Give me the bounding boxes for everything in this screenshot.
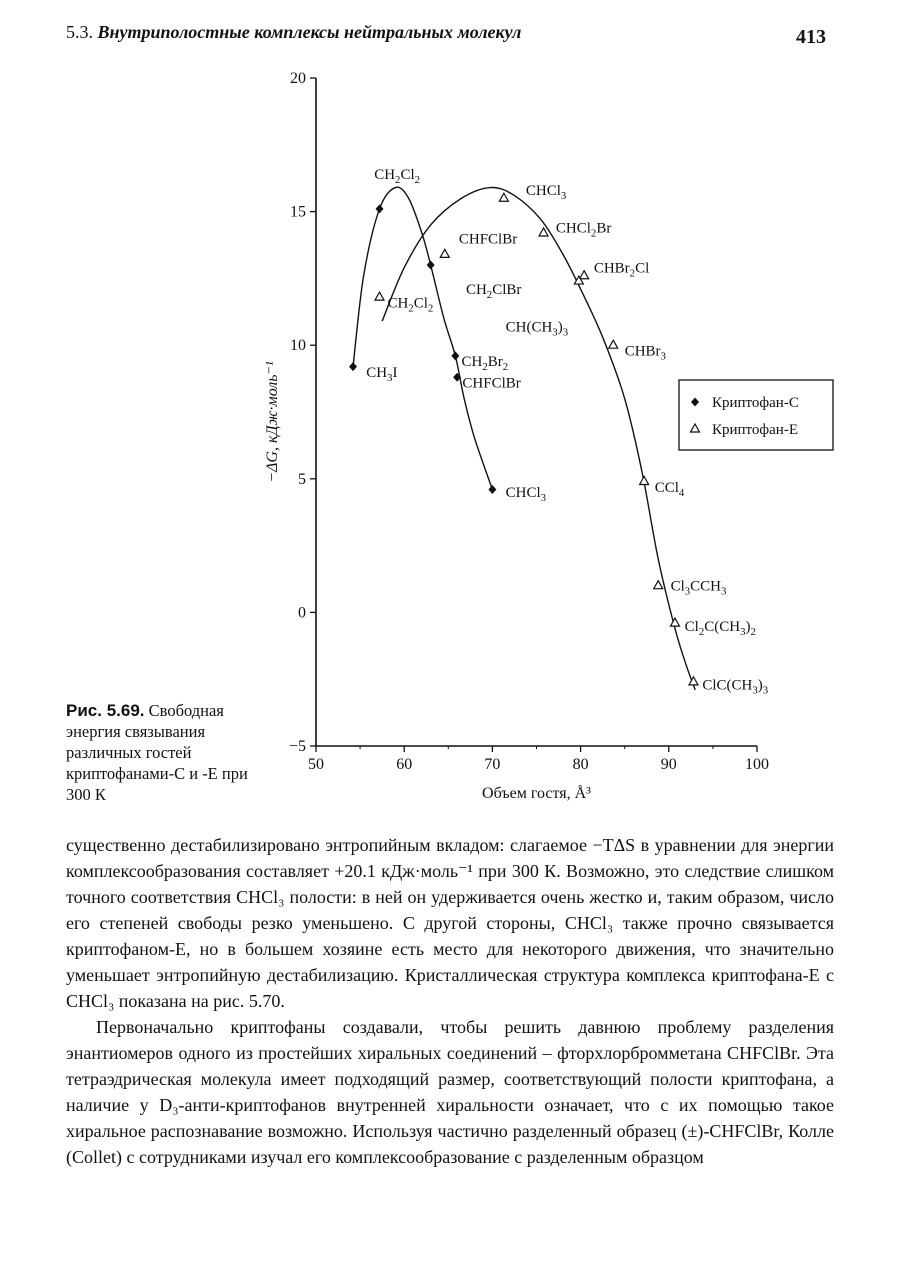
point-label: $CH_2Cl_2$ [374,167,421,187]
point-label: $ClC(CH_3)_3$ [702,677,769,697]
y-tick-label: 0 [298,604,306,622]
legend-label: Криптофан-Е [712,422,798,438]
body-text [66,832,834,1170]
data-point-cryptophane-c [427,261,435,270]
data-point-cryptophane-e [539,228,548,236]
data-point-cryptophane-e [440,249,449,257]
point-label: CHBr$_2$Cl [593,260,650,280]
point-label: $Cl_2C(CH_3)_2$ [684,618,756,638]
y-tick-label: 10 [290,337,306,355]
x-axis-label: Объем гостя, Å³ [482,785,591,802]
data-point-cryptophane-e [580,271,589,279]
point-label: $CH_2Cl_2$ [387,295,434,315]
point-label: $CH_2ClBr$ [465,282,522,302]
x-tick-label: 70 [484,756,501,773]
point-label: CHCl$_2$Br [555,220,612,240]
legend-label: Криптофан-С [712,395,799,411]
figure-number: Рис. 5.69. [66,701,145,720]
figure-caption [66,700,271,805]
point-label: CHBr$_3$ [624,343,666,363]
data-point-cryptophane-e [375,292,384,300]
data-point-cryptophane-e [654,581,663,589]
y-tick-label: 5 [298,470,306,488]
paragraph-1: существенно дестабилизировано энтропийным вкладом: слагаемое −TΔS в уравнении для энергии комплексообразования составляет +20.1 кДж·моль⁻¹ при 300 К. Возможно, это следствие слишком точного соответствия CHCl₃ полости: в ней он удерживается очень жестко и, таким образом, число его степеней свободы резко уменьшено. С другой стороны, CHCl₃ также прочно связывается криптофаном-Е, но в большем хозяине есть место для некоторого движения, что значительно уменьшает энтропийную дестабилизацию. Кристаллическая структура комплекса криптофана-Е с CHCl₃ показана на рис. 5.70. [66,835,834,1011]
point-label: CHCl$_3$ [525,183,567,203]
x-tick-label: 60 [396,756,413,773]
point-label: $CH(CH_3)_3$ [505,319,569,339]
data-point-cryptophane-c [451,351,459,360]
paragraph-2: Первоначально криптофаны создавали, чтобы решить давнюю проблему разделения энантиомеров одного из простейших хиральных соединений – фторхлорбромметана CHFClBr. Эта тетраэдрическая молекула имеет подходящий размер, соответствующий полости криптофана, а наличие у D₃-анти-криптофанов внутренней хиральности означает, что с их помощью такое хиральное распознавание возможно. Используя частично разделенный образец (±)-CHFClBr, Колле (Collet) с сотрудниками изучал его комплексообразование с разделенным образцом [66,1017,834,1167]
point-label: $CH_2Br_2$ [461,354,509,374]
point-label: $Cl_3CCH_3$ [670,578,727,598]
data-point-cryptophane-e [640,476,649,484]
page-number: 413 [796,26,826,48]
point-label: CHFClBr [458,231,518,248]
section-number: 5.3. [66,22,93,42]
x-tick-label: 90 [660,756,677,773]
legend-box [679,380,833,450]
x-tick-label: 50 [308,756,324,773]
point-label: $CH_3I$ [366,364,398,384]
point-label: CCl$_4$ [654,479,685,499]
data-point-cryptophane-e [609,340,618,348]
point-label: CHCl$_3$ [505,485,547,505]
y-axis-label: −ΔG, кДж·моль⁻¹ [264,361,281,483]
point-label: CHFClBr [462,375,521,392]
data-point-cryptophane-c [376,204,384,213]
data-point-cryptophane-c [488,485,496,494]
section-title: Внутриполостные комплексы нейтральных молекул [97,22,522,42]
chart-legend [679,380,833,450]
data-point-cryptophane-e [499,193,508,201]
figure-caption-text: Свободная энергия связывания различных гостей криптофанами-С и -Е при 300 К [66,701,248,804]
data-point-cryptophane-c [349,362,357,371]
y-tick-label: 15 [290,203,306,221]
y-tick-label: −5 [288,738,306,755]
y-tick-label: 20 [290,70,306,87]
data-point-cryptophane-e [670,618,679,626]
x-tick-label: 80 [572,756,589,773]
x-tick-label: 100 [745,756,769,773]
